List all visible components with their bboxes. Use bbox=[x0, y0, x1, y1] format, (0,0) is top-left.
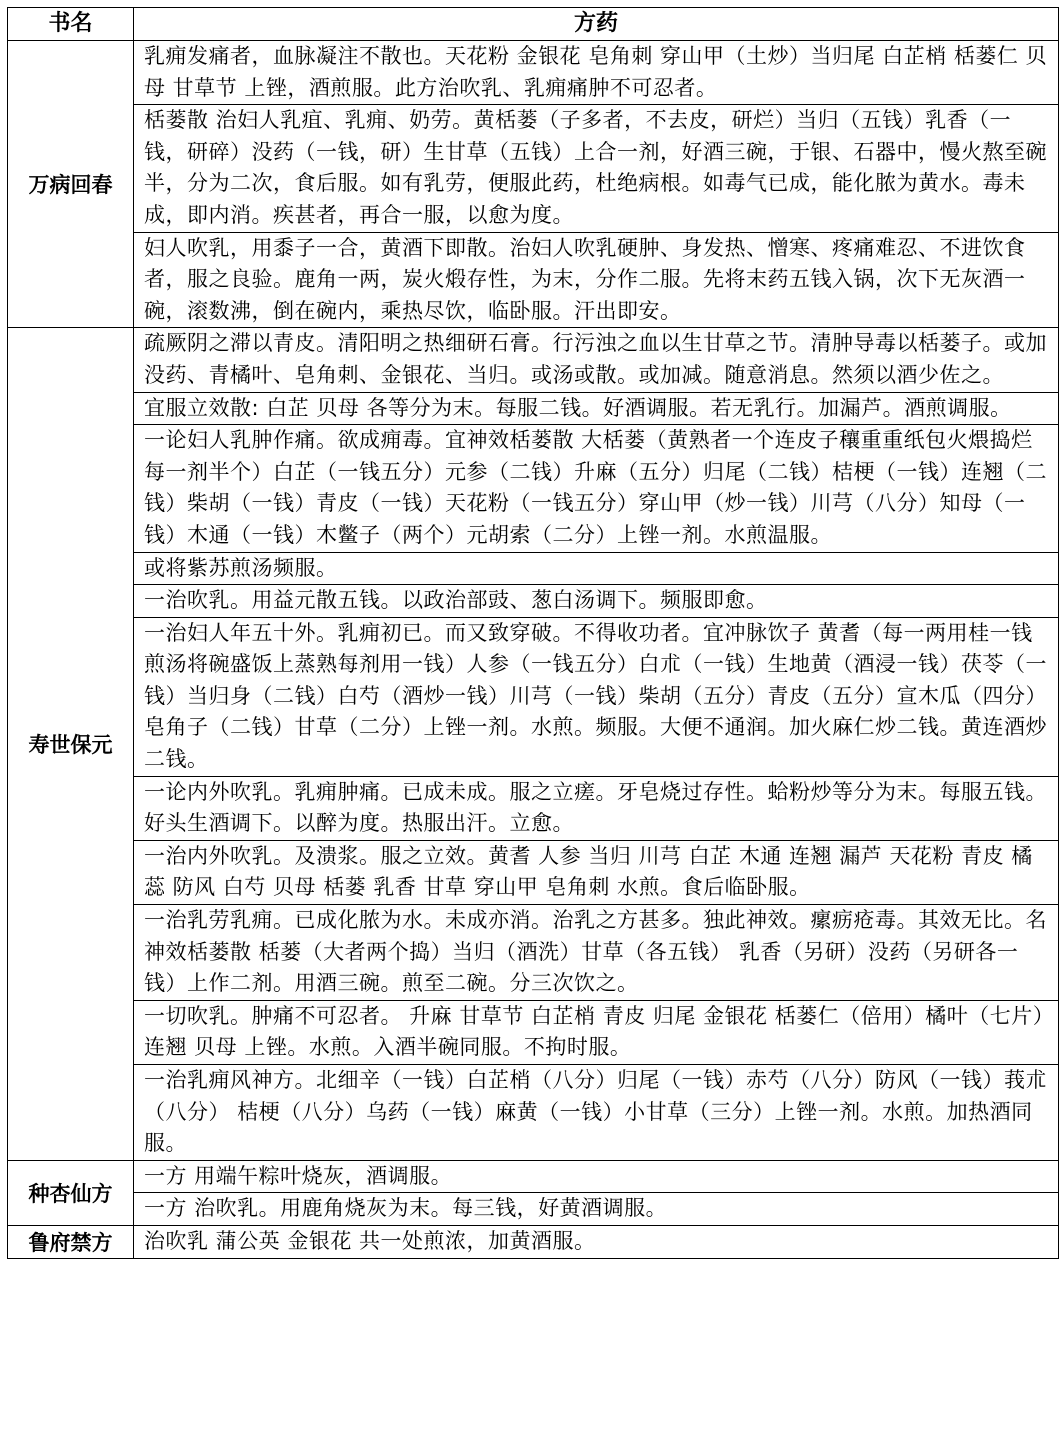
recipe-row bbox=[8, 905, 1059, 1001]
recipe-text-cell: 或将紫苏煎汤频服。 bbox=[134, 552, 1059, 585]
recipe-text-cell: 一治吹乳。用益元散五钱。以政治部豉、葱白汤调下。频服即愈。 bbox=[134, 585, 1059, 618]
recipe-row bbox=[8, 232, 1059, 328]
recipe-text-cell: 一论内外吹乳。乳痈肿痛。已成未成。服之立瘥。牙皂烧过存性。蛤粉炒等分为末。每服五钱。好头生酒调下。以醉为度。热服出汗。立愈。 bbox=[134, 776, 1059, 840]
recipe-row bbox=[8, 41, 1059, 105]
recipe-text-cell: 一治内外吹乳。及溃浆。服之立效。黄耆 人参 当归 川芎 白芷 木通 连翘 漏芦 天花粉 青皮 橘蕊 防风 白芍 贝母 栝蒌 乳香 甘草 穿山甲 皂角刺 水煎。食后临卧服。 bbox=[134, 840, 1059, 904]
recipe-row bbox=[8, 425, 1059, 552]
recipe-text-cell: 疏厥阴之滞以青皮。清阳明之热细研石膏。行污浊之血以生甘草之节。清肿导毒以栝蒌子。或加没药、青橘叶、皂角刺、金银花、当归。或汤或散。或加减。随意消息。然须以酒少佐之。 bbox=[134, 328, 1059, 392]
prescription-table bbox=[7, 7, 1059, 1259]
recipe-row bbox=[8, 328, 1059, 392]
header-recipe: 方药 bbox=[134, 8, 1059, 41]
recipe-row bbox=[8, 776, 1059, 840]
recipe-row bbox=[8, 840, 1059, 904]
table-body bbox=[8, 8, 1059, 1259]
recipe-text-cell: 宜服立效散: 白芷 贝母 各等分为末。每服二钱。好酒调服。若无乳行。加漏芦。酒煎调服。 bbox=[134, 392, 1059, 425]
recipe-row bbox=[8, 552, 1059, 585]
recipe-text-cell: 乳痈发痛者，血脉凝注不散也。天花粉 金银花 皂角刺 穿山甲（土炒）当归尾 白芷梢 栝蒌仁 贝母 甘草节 上锉，酒煎服。此方治吹乳、乳痈痛肿不可忍者。 bbox=[134, 41, 1059, 105]
header-book: 书名 bbox=[8, 8, 134, 41]
book-name-cell: 寿世保元 bbox=[8, 328, 134, 1160]
recipe-row bbox=[8, 1160, 1059, 1193]
recipe-row bbox=[8, 1065, 1059, 1161]
recipe-text-cell: 一方 治吹乳。用鹿角烧灰为末。每三钱，好黄酒调服。 bbox=[134, 1193, 1059, 1226]
book-name-cell: 万病回春 bbox=[8, 41, 134, 328]
recipe-row bbox=[8, 1225, 1059, 1258]
recipe-text-cell: 一论妇人乳肿作痛。欲成痈毒。宜神效栝蒌散 大栝蒌（黄熟者一个连皮子穰重重纸包火煨捣烂每一剂半个）白芷（一钱五分）元参（二钱）升麻（五分）归尾（二钱）桔梗（一钱）连翘（二钱）柴胡（一钱）青皮（一钱）天花粉（一钱五分）穿山甲（炒一钱）川芎（八分）知母（一钱）木通（一钱）木鳖子（两个）元胡索（二分）上锉一剂。水煎温服。 bbox=[134, 425, 1059, 552]
recipe-text-cell: 治吹乳 蒲公英 金银花 共一处煎浓，加黄酒服。 bbox=[134, 1225, 1059, 1258]
recipe-text-cell: 栝蒌散 治妇人乳疽、乳痈、奶劳。黄栝蒌（子多者，不去皮，研烂）当归（五钱）乳香（一钱，研碎）没药（一钱，研）生甘草（五钱）上合一剂，好酒三碗，于银、石器中，慢火熬至碗半，分为二次，食后服。如有乳劳，便服此药，杜绝病根。如毒气已成，能化脓为黄水。毒未成，即内消。疾甚者，再合一服，以愈为度。 bbox=[134, 105, 1059, 232]
recipe-text-cell: 妇人吹乳，用黍子一合，黄酒下即散。治妇人吹乳硬肿、身发热、憎寒、疼痛难忍、不进饮食者，服之良验。鹿角一两，炭火煅存性，为末，分作二服。先将末药五钱入锅，次下无灰酒一碗，滚数沸，倒在碗内，乘热尽饮，临卧服。汗出即安。 bbox=[134, 232, 1059, 328]
recipe-row bbox=[8, 392, 1059, 425]
recipe-row bbox=[8, 105, 1059, 232]
recipe-row bbox=[8, 585, 1059, 618]
header-row bbox=[8, 8, 1059, 41]
recipe-row bbox=[8, 1193, 1059, 1226]
recipe-text-cell: 一切吹乳。肿痛不可忍者。 升麻 甘草节 白芷梢 青皮 归尾 金银花 栝蒌仁（倍用）橘叶（七片）连翘 贝母 上锉。水煎。入酒半碗同服。不拘时服。 bbox=[134, 1000, 1059, 1064]
book-name-cell: 鲁府禁方 bbox=[8, 1225, 134, 1258]
recipe-row bbox=[8, 1000, 1059, 1064]
recipe-text-cell: 一治妇人年五十外。乳痈初已。而又致穿破。不得收功者。宜冲脉饮子 黄耆（每一两用桂一钱煎汤将碗盛饭上蒸熟每剂用一钱）人参（一钱五分）白朮（一钱）生地黄（酒浸一钱）茯苓（一钱）当归身（二钱）白芍（酒炒一钱）川芎（一钱）柴胡（五分）青皮（五分）宣木瓜（四分）皂角子（二钱）甘草（二分）上锉一剂。水煎。频服。大便不通润。加火麻仁炒二钱。黄连酒炒二钱。 bbox=[134, 617, 1059, 776]
recipe-text-cell: 一治乳劳乳痈。已成化脓为水。未成亦消。治乳之方甚多。独此神效。瘰疬疮毒。其效无比。名神效栝蒌散 栝蒌（大者两个捣）当归（酒洗）甘草（各五钱） 乳香（另研）没药（另研各一钱）上作二剂。用酒三碗。煎至二碗。分三次饮之。 bbox=[134, 905, 1059, 1001]
recipe-text-cell: 一方 用端午粽叶烧灰，酒调服。 bbox=[134, 1160, 1059, 1193]
book-name-cell: 种杏仙方 bbox=[8, 1160, 134, 1225]
recipe-text-cell: 一治乳痈风神方。北细辛（一钱）白芷梢（八分）归尾（一钱）赤芍（八分）防风（一钱）莪朮（八分） 桔梗（八分）乌药（一钱）麻黄（一钱）小甘草（三分）上锉一剂。水煎。加热酒同服。 bbox=[134, 1065, 1059, 1161]
recipe-row bbox=[8, 617, 1059, 776]
